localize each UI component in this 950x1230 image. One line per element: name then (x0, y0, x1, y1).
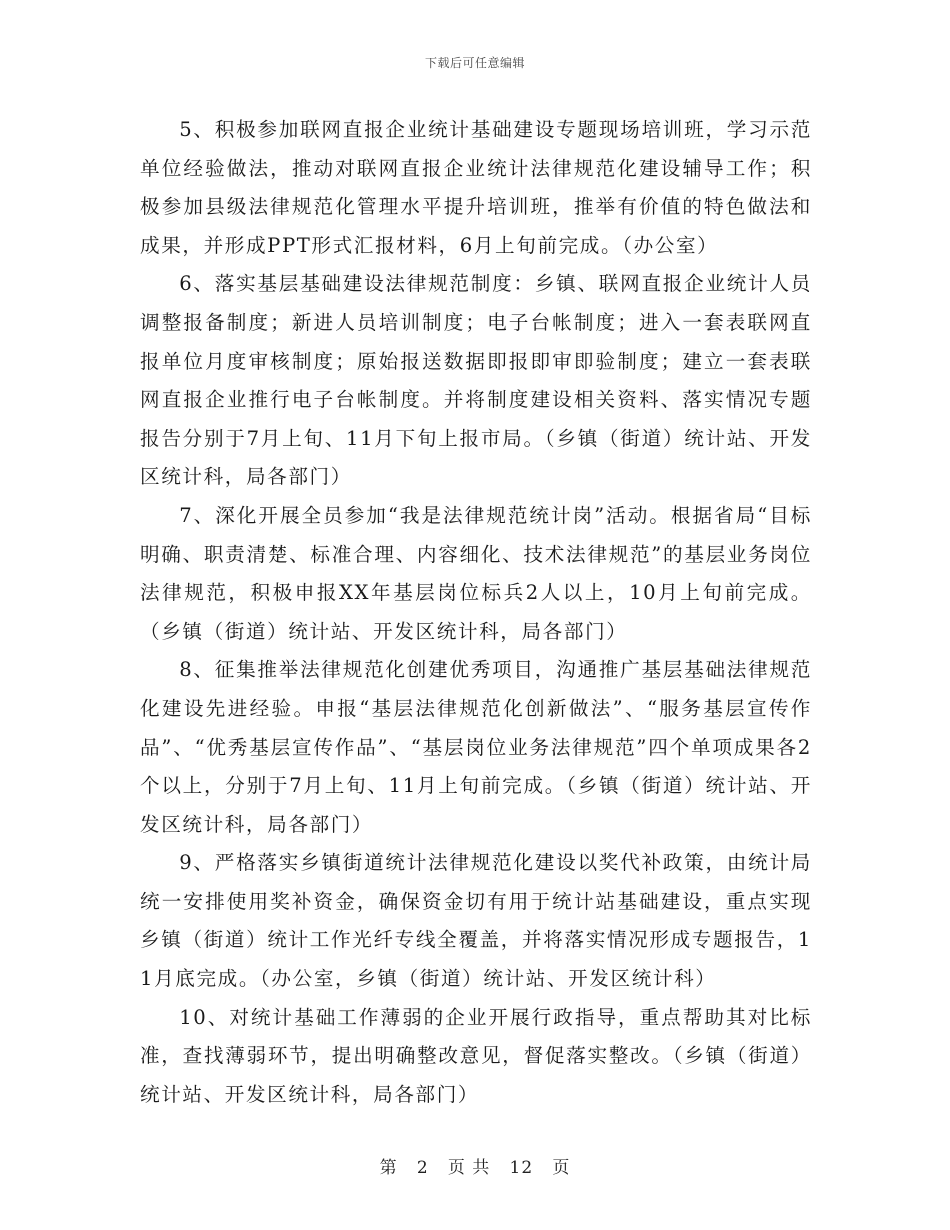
paragraph-item-6: 6、落实基层基础建设法律规范制度：乡镇、联网直报企业统计人员调整报备制度；新进人员培训制度；电子台帐制度；进入一套表联网直报单位月度审核制度；原始报送数据即报即审即验制度；建立一套表联网直报企业推行电子台帐制度。并将制度建设相关资料、落实情况专题报告分别于7月上旬、11月下旬上报市局。（乡镇（街道）统计站、开发区统计科，局各部门） (140, 272, 812, 489)
footer-middle: 页 共 (447, 1158, 491, 1178)
current-page-number: 2 (416, 1158, 429, 1178)
paragraph-item-8: 8、征集推举法律规范化创建优秀项目，沟通推广基层基础法律规范化建设先进经验。申报“基层法律规范化创新做法”、“服务基层宣传作品”、“优秀基层宣传作品”、“基层岗位业务法律规范”四个单项成果各2个以上，分别于7月上旬、11月上旬前完成。（乡镇（街道）统计站、开发区统计科，局各部门） (140, 658, 812, 836)
paragraph-item-9: 9、严格落实乡镇街道统计法律规范化建设以奖代补政策，由统计局统一安排使用奖补资金，确保资金切有用于统计站基础建设，重点实现乡镇（街道）统计工作光纤专线全覆盖，并将落实情况形成专题报告，11月底完成。（办公室，乡镇（街道）统计站、开发区统计科） (140, 851, 812, 991)
paragraph-item-10: 10、对统计基础工作薄弱的企业开展行政指导，重点帮助其对比标准，查找薄弱环节，提出明确整改意见，督促落实整改。（乡镇（街道）统计站、开发区统计科，局各部门） (140, 1005, 812, 1106)
page-header (0, 54, 950, 71)
paragraph-item-5: 5、积极参加联网直报企业统计基础建设专题现场培训班，学习示范单位经验做法，推动对联网直报企业统计法律规范化建设辅导工作；积极参加县级法律规范化管理水平提升培训班，推举有价值的特色做法和成果，并形成PPT形式汇报材料，6月上旬前完成。（办公室） (140, 118, 812, 257)
paragraph-item-7: 7、深化开展全员参加“我是法律规范统计岗”活动。根据省局“目标明确、职责清楚、标准合理、内容细化、技术法律规范”的基层业务岗位法律规范，积极申报XX年基层岗位标兵2人以上，10月上旬前完成。（乡镇（街道）统计站、开发区统计科，局各部门） (140, 503, 812, 643)
page-header-text: 下载后可任意编辑 (424, 56, 525, 70)
footer-prefix: 第 (379, 1158, 398, 1178)
page-footer (0, 1153, 950, 1178)
total-pages-number: 12 (509, 1158, 534, 1178)
document-body (140, 111, 812, 1114)
footer-suffix: 页 (552, 1158, 571, 1178)
